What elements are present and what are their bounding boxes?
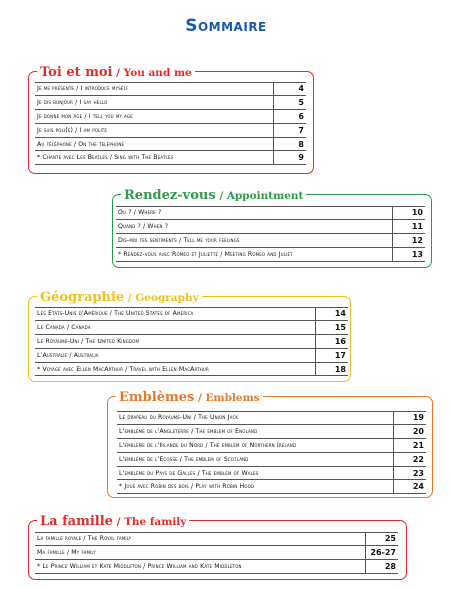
toc-entry-label: * Voyage avec Ellen MacArthur / Travel with Ellen MacArthur — [37, 365, 209, 373]
toc-row — [35, 110, 306, 124]
toc-row — [116, 248, 425, 262]
toc-entry-label: * Le Prince William et Kate Middleton / Prince William and Kate Middleton — [37, 562, 242, 570]
toc-entry-label: Ma famille / My family — [37, 548, 96, 556]
toc-entry-label: Le Royaume-Uni / The United Kingdom — [37, 337, 140, 345]
toc-entry-label: Où ? / Where ? — [118, 208, 162, 216]
section-appointment — [112, 188, 432, 268]
toc-page-number: 15 — [334, 322, 346, 332]
toc-entry-label: Je dis bonjour / I say hello — [37, 98, 108, 106]
section-title — [37, 510, 189, 529]
toc-entry-label: Je donne mon âge / I tell you my age — [37, 112, 133, 120]
toc-page-number: 5 — [298, 97, 304, 107]
toc-row — [116, 220, 425, 234]
toc-entry-label: Je suis poli(e) / I am polite — [37, 126, 108, 134]
section-geography — [28, 290, 351, 382]
toc-page-number: 23 — [412, 468, 424, 478]
toc-page-number: 13 — [411, 249, 423, 259]
section-title-en: / Appointment — [215, 190, 304, 202]
toc-row — [35, 546, 398, 560]
section-title-fr: Rendez-vous — [124, 188, 216, 203]
toc-table — [116, 206, 425, 262]
section-title — [37, 286, 202, 305]
toc-row — [117, 411, 426, 425]
toc-page-number: 21 — [412, 440, 424, 450]
toc-page-number: 26-27 — [370, 547, 396, 557]
toc-entry-label: Je me présente / I introduce myself — [37, 84, 129, 92]
toc-row — [35, 335, 348, 349]
section-title-fr: La famille — [40, 514, 113, 529]
page-title: Sommaire — [185, 16, 267, 36]
section-title-en: / Geography — [124, 292, 199, 304]
toc-entry-label: * Joue avec Robin des bois / Play with Robin Hood — [119, 483, 255, 491]
section-title — [37, 61, 195, 80]
toc-table — [35, 307, 348, 376]
toc-entry-label: * Rendez-vous avec Roméo et Juliette / Meeting Romeo and Juliet — [118, 250, 293, 258]
section-title — [121, 184, 306, 203]
toc-row — [116, 206, 425, 220]
toc-row — [35, 307, 348, 321]
toc-page-number: 14 — [334, 308, 346, 318]
toc-entry-label: Quand ? / When ? — [118, 222, 169, 230]
toc-page-number: 18 — [334, 364, 346, 374]
section-title — [116, 386, 263, 405]
toc-page-number: 24 — [412, 482, 424, 492]
toc-page-number: 8 — [298, 139, 304, 149]
section-title-fr: Géographie — [40, 290, 125, 305]
toc-entry-label: La famille royale / The Royal family — [37, 534, 132, 542]
toc-table — [35, 532, 398, 574]
toc-row — [35, 124, 306, 138]
toc-entry-label: L'emblème de l'Angleterre / The emblem of England — [119, 427, 258, 435]
toc-page-number: 19 — [412, 412, 424, 422]
toc-row — [35, 532, 398, 546]
toc-page-number: 22 — [412, 454, 424, 464]
section-you-and-me — [28, 65, 314, 174]
section-title-fr: Emblèmes — [119, 390, 195, 405]
toc-entry-label: Au téléphone / On the telephone — [37, 140, 125, 148]
section-emblems — [107, 390, 433, 498]
section-title-fr: Toi et moi — [40, 65, 113, 80]
section-title-en: / The family — [112, 516, 187, 528]
toc-page-number: 12 — [411, 235, 423, 245]
toc-page-number: 17 — [334, 350, 346, 360]
toc-page-number: 20 — [412, 426, 424, 436]
toc-page-number: 6 — [298, 111, 304, 121]
toc-entry-label: * Chante avec Les Beatles / Sing with The Beatles — [37, 154, 174, 162]
toc-row — [35, 96, 306, 110]
toc-entry-label: Le drapeau du Royaume-Uni / The Union Jack — [119, 413, 239, 421]
toc-page-number: 4 — [298, 83, 304, 93]
toc-page-number: 11 — [411, 221, 423, 231]
toc-row — [117, 425, 426, 439]
toc-row — [117, 439, 426, 453]
section-title-en: / You and me — [112, 67, 192, 79]
toc-row — [35, 321, 348, 335]
toc-table — [35, 82, 306, 165]
toc-row — [117, 453, 426, 467]
toc-page-number: 16 — [334, 336, 346, 346]
toc-row — [35, 560, 398, 574]
section-the-family — [28, 514, 407, 580]
toc-row — [35, 82, 306, 96]
toc-entry-label: L'emblème du Pays de Galles / The emblem of Wales — [119, 469, 259, 477]
toc-row — [35, 349, 348, 363]
toc-row — [35, 138, 306, 152]
toc-entry-label: Dis-moi tes sentiments / Tell me your feelings — [118, 236, 240, 244]
toc-page-number: 10 — [411, 207, 423, 217]
toc-entry-label: Le Canada / Canada — [37, 323, 91, 331]
toc-row — [117, 467, 426, 481]
toc-page-number: 7 — [298, 125, 304, 135]
toc-entry-label: L'emblème de l'Écosse / The emblem of Scotland — [119, 455, 249, 463]
toc-row — [117, 480, 426, 494]
toc-entry-label: Les États-Unis d'Amérique / The United States of America — [37, 309, 194, 317]
section-title-en: / Emblems — [194, 392, 260, 404]
toc-page-number: 9 — [298, 153, 304, 163]
toc-row — [35, 363, 348, 377]
toc-row — [35, 151, 306, 165]
toc-entry-label: L'Australie / Australia — [37, 351, 99, 359]
toc-page-number: 25 — [384, 533, 396, 543]
toc-row — [116, 234, 425, 248]
toc-table — [117, 411, 426, 494]
toc-entry-label: L'emblème de l'Irlande du Nord / The emblem of Northern Ireland — [119, 441, 297, 449]
toc-page-number: 28 — [384, 561, 396, 571]
